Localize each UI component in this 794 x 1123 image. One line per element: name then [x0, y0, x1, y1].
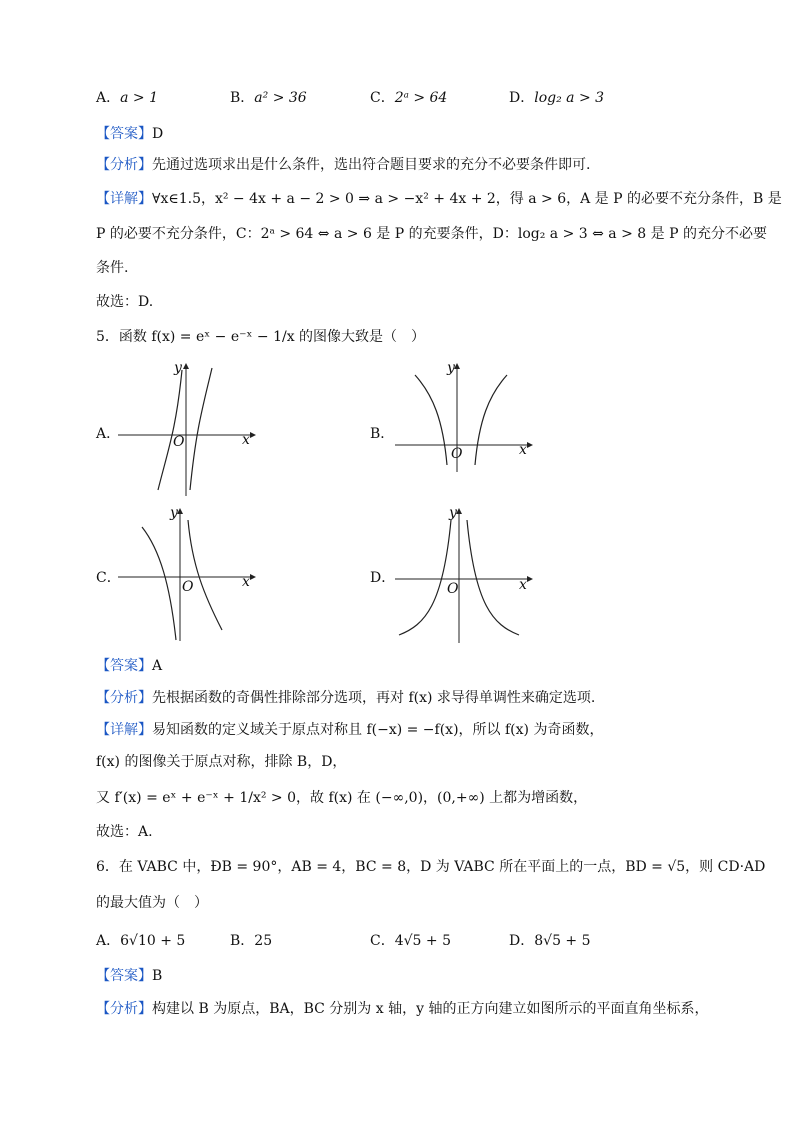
q4-analysis-tag: 【分析】: [96, 157, 152, 173]
q5-stem: 5．函数 f(x) = eˣ − e⁻ˣ − 1/x 的图像大致是（ ）: [96, 329, 426, 345]
q4-option-b: [230, 88, 307, 108]
q5-graph-a-label: A．: [96, 426, 121, 442]
q5-analysis: [96, 688, 595, 708]
curve-left-branch: [142, 527, 176, 640]
q6-answer-tag: 【答案】: [96, 968, 152, 984]
y-axis-label: y: [449, 505, 457, 521]
x-axis-arrow: [527, 576, 533, 582]
origin-label: O: [451, 446, 463, 462]
q5-detail-line-2: f(x) 的图像关于原点对称，排除 B，D，: [96, 754, 347, 770]
y-axis-label: y: [170, 505, 178, 521]
q6-option-b-label: B．: [230, 933, 255, 949]
x-axis-label: x: [519, 577, 527, 593]
q4-option-c-expr: 2ᵃ > 64: [394, 90, 448, 106]
q5-graph-a-svg: [118, 360, 258, 500]
q4-answer-tag: 【答案】: [96, 126, 152, 142]
origin-label: O: [182, 579, 194, 595]
q4-option-a-expr: a > 1: [120, 90, 159, 106]
q4-detail-line-2: P 的必要不充分条件，C：2ᵃ > 64 ⇔ a > 6 是 P 的充要条件，D：log₂ a > 3 ⇔ a > 8 是 P 的充分不必要: [96, 226, 767, 242]
x-axis-arrow: [527, 442, 533, 448]
q4-detail-line-3: 条件.: [96, 260, 129, 276]
q6-option-d-label: D．: [509, 933, 535, 949]
q6-analysis-text: 构建以 B 为原点，BA，BC 分别为 x 轴，y 轴的正方向建立如图所示的平面直角坐标系，: [152, 1001, 709, 1017]
x-axis-arrow: [250, 574, 256, 580]
q4-option-a: [96, 88, 158, 108]
curve-right-branch: [475, 375, 507, 465]
x-axis-label: x: [242, 432, 250, 448]
q5-answer-value: A: [152, 658, 163, 674]
q5-graph-b: [395, 360, 535, 475]
q6-option-b: [230, 931, 272, 951]
q5-graph-a: [118, 360, 258, 500]
q4-detail-text-1: ∀x∈1.5，x² − 4x + a − 2 > 0 ⇒ a > −x² + 4x + 2，得 a > 6，A 是 P 的必要不充分条件，B 是: [152, 191, 782, 207]
q4-detail-line-1: [96, 189, 782, 209]
curve-right-branch: [188, 520, 222, 630]
q5-graph-d-svg: [395, 505, 535, 645]
q6-analysis: [96, 999, 708, 1019]
q4-option-d: [509, 88, 604, 108]
q6-option-c-expr: 4√5 + 5: [394, 933, 451, 949]
q6-analysis-tag: 【分析】: [96, 1001, 152, 1017]
q5-graph-c-label: C．: [96, 570, 121, 586]
q5-detail-line-3: 又 f′(x) = eˣ + e⁻ˣ + 1/x² > 0，故 f(x) 在 (−∞,0)，(0,+∞) 上都为增函数，: [96, 790, 588, 806]
q6-option-a-label: A．: [96, 933, 121, 949]
q5-analysis-text: 先根据函数的奇偶性排除部分选项，再对 f(x) 求导得单调性来确定选项.: [152, 690, 596, 706]
q5-analysis-tag: 【分析】: [96, 690, 152, 706]
q5-detail-tag: 【详解】: [96, 722, 152, 738]
x-axis-label: x: [242, 574, 250, 590]
q4-analysis-text: 先通过选项求出是什么条件，选出符合题目要求的充分不必要条件即可.: [152, 157, 591, 173]
x-axis-label: x: [519, 442, 527, 458]
q5-graph-d: [395, 505, 535, 645]
q4-answer-value: D: [152, 126, 164, 142]
q6-option-d: [509, 931, 591, 951]
origin-label: O: [173, 434, 185, 450]
q5-graph-b-label: B．: [370, 426, 395, 442]
curve-left-branch: [415, 375, 447, 465]
q4-option-c: [370, 88, 447, 108]
q6-option-a-expr: 6√10 + 5: [120, 933, 186, 949]
q6-answer: [96, 966, 162, 986]
q4-answer: [96, 124, 163, 144]
y-axis-arrow: [183, 363, 189, 369]
q5-answer-tag: 【答案】: [96, 658, 152, 674]
q5-graph-b-svg: [395, 360, 535, 475]
q5-graph-c-svg: [118, 505, 258, 645]
q4-option-c-label: C．: [370, 90, 395, 106]
q4-conclusion: 故选：D.: [96, 294, 154, 310]
q5-detail-text-1: 易知函数的定义域关于原点对称且 f(−x) = −f(x)，所以 f(x) 为奇函数，: [152, 722, 604, 738]
q5-detail-line-1: [96, 720, 603, 740]
origin-label: O: [447, 581, 459, 597]
curve-right-branch: [467, 520, 519, 635]
q5-graph-d-label: D．: [370, 570, 396, 586]
q5-answer: [96, 656, 162, 676]
q4-option-d-expr: log₂ a > 3: [534, 90, 605, 106]
q4-detail-tag: 【详解】: [96, 191, 152, 207]
q4-option-b-expr: a² > 36: [254, 90, 307, 106]
q4-option-a-label: A．: [96, 90, 121, 106]
x-axis-arrow: [250, 432, 256, 438]
q6-option-d-expr: 8√5 + 5: [534, 933, 591, 949]
q6-option-b-expr: 25: [254, 933, 273, 949]
q6-stem-line-2: 的最大值为（ ）: [96, 895, 208, 911]
q6-option-a: [96, 931, 185, 951]
q6-stem-line-1: 6．在 VABC 中，ÐB = 90°，AB = 4，BC = 8，D 为 VABC 所在平面上的一点，BD = √5，则 CD·AD: [96, 859, 766, 875]
q4-option-b-label: B．: [230, 90, 255, 106]
q6-answer-value: B: [152, 968, 163, 984]
curve-left-branch: [158, 370, 185, 490]
q5-conclusion: 故选：A.: [96, 824, 153, 840]
q5-graph-c: [118, 505, 258, 645]
curve-left-branch: [399, 520, 451, 635]
q6-option-c: [370, 931, 451, 951]
q4-analysis: [96, 155, 590, 175]
q4-option-d-label: D．: [509, 90, 535, 106]
curve-right-branch: [190, 368, 212, 490]
y-axis-label: y: [447, 360, 455, 376]
q6-option-c-label: C．: [370, 933, 395, 949]
y-axis-label: y: [174, 360, 182, 376]
